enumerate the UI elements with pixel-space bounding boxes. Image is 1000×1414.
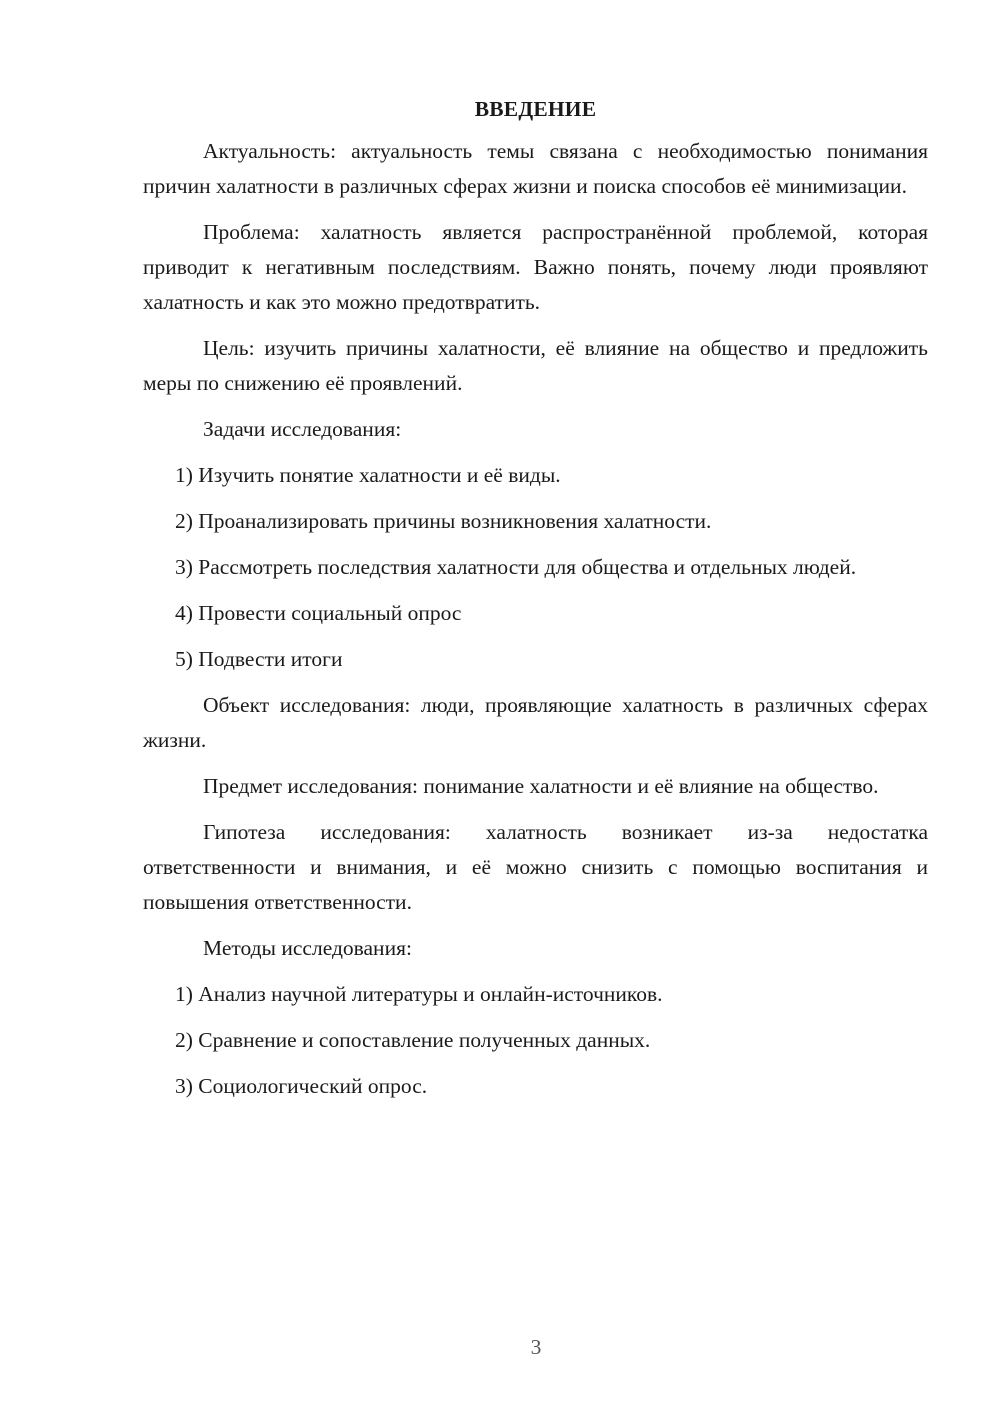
- paragraph-methods-heading: Методы исследования:: [203, 936, 412, 960]
- task-item-4: 4) Провести социальный опрос: [175, 601, 462, 625]
- paragraph-goal: Цель: изучить причины халатности, её влияние на общество и предложить меры по снижению её проявлений.: [143, 336, 928, 395]
- paragraph-relevance: Актуальность: актуальность темы связана с необходимостью понимания причин халатности в различных сферах жизни и поиска способов её минимизации.: [143, 139, 928, 198]
- page-number: 3: [530, 1335, 542, 1359]
- page-content: [143, 92, 928, 1115]
- task-item-2: 2) Проанализировать причины возникновения халатности.: [175, 509, 712, 533]
- paragraph-tasks-heading: Задачи исследования:: [203, 417, 402, 441]
- method-item-1: 1) Анализ научной литературы и онлайн-источников.: [175, 982, 663, 1006]
- section-title: ВВЕДЕНИЕ: [474, 97, 597, 121]
- task-item-3: 3) Рассмотреть последствия халатности для общества и отдельных людей.: [175, 555, 857, 579]
- task-item-5: 5) Подвести итоги: [175, 647, 343, 671]
- paragraph-subject: Предмет исследования: понимание халатности и её влияние на общество.: [203, 774, 879, 798]
- task-item-1: 1) Изучить понятие халатности и её виды.: [175, 463, 561, 487]
- method-item-2: 2) Сравнение и сопоставление полученных данных.: [175, 1028, 651, 1052]
- method-item-3: 3) Социологический опрос.: [175, 1074, 428, 1098]
- paragraph-problem: Проблема: халатность является распространённой проблемой, которая приводит к негативным последствиям. Важно понять, почему люди проявляют халатность и как это можно предотвратить.: [143, 220, 928, 314]
- paragraph-hypothesis: Гипотеза исследования: халатность возникает из-за недостатка ответственности и внимания, и её можно снизить с помощью воспитания и повышения ответственности.: [143, 820, 928, 914]
- paragraph-object: Объект исследования: люди, проявляющие халатность в различных сферах жизни.: [143, 693, 928, 752]
